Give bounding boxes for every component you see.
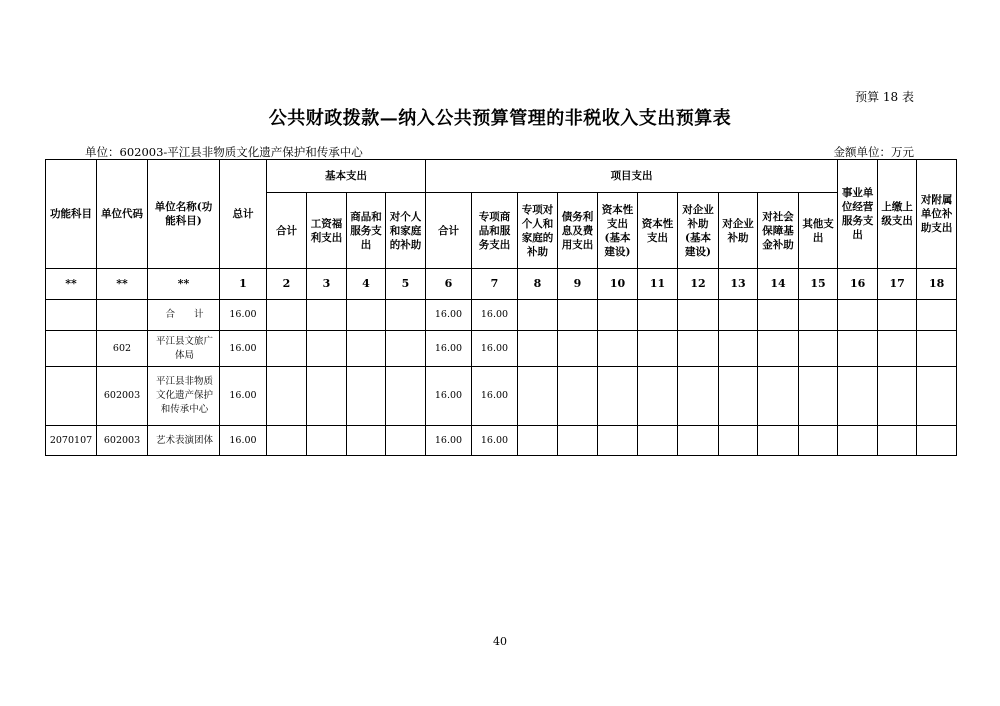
header-enterprise-service: 事业单位经营服务支出 — [838, 160, 878, 269]
header-subordinate-subsidy: 对附属单位补助支出 — [917, 160, 957, 269]
total-cell: 16.00 — [220, 300, 267, 331]
table-cell — [917, 331, 957, 367]
unit-name-cell: 艺术表演团体 — [148, 426, 220, 456]
header-func-subject: 功能科目 — [46, 160, 97, 269]
table-row — [46, 426, 957, 456]
index-cell: ** — [46, 269, 97, 300]
index-cell: 2 — [267, 269, 307, 300]
index-cell: 4 — [347, 269, 386, 300]
column-index-row — [46, 269, 957, 300]
total-cell: 16.00 — [220, 426, 267, 456]
index-cell: 7 — [472, 269, 518, 300]
project-total-cell: 16.00 — [426, 367, 472, 426]
unit-code-cell: 602 — [97, 331, 148, 367]
header-project-col: 其他支出 — [799, 193, 838, 269]
budget-table — [45, 159, 957, 456]
table-cell — [719, 367, 758, 426]
table-body — [46, 300, 957, 456]
index-cell: 11 — [638, 269, 678, 300]
unit-name-cell: 平江县非物质文化遗产保护和传承中心 — [148, 367, 220, 426]
table-cell — [598, 331, 638, 367]
table-cell — [838, 426, 878, 456]
table-cell — [638, 331, 678, 367]
index-cell: 14 — [758, 269, 799, 300]
table-cell — [638, 426, 678, 456]
table-cell — [678, 426, 719, 456]
page-title: 公共财政拨款—纳入公共预算管理的非税收入支出预算表 — [268, 108, 732, 129]
table-cell — [799, 331, 838, 367]
header-unit-name: 单位名称(功能科目) — [148, 160, 220, 269]
table-cell — [347, 426, 386, 456]
table-cell — [917, 426, 957, 456]
project-goods-services-cell: 16.00 — [472, 367, 518, 426]
unit-code-cell: 602003 — [97, 367, 148, 426]
table-cell — [307, 331, 347, 367]
header-project-col: 对企业补助 — [719, 193, 758, 269]
table-cell — [799, 300, 838, 331]
project-total-cell: 16.00 — [426, 426, 472, 456]
table-cell — [917, 367, 957, 426]
unit-code-cell — [97, 300, 148, 331]
header-total: 总计 — [220, 160, 267, 269]
table-cell — [878, 367, 917, 426]
amount-unit-label: 金额单位：万元 — [833, 145, 914, 159]
table-cell — [558, 300, 598, 331]
header-project-col: 对企业补助(基本建设) — [678, 193, 719, 269]
table-cell — [267, 426, 307, 456]
unit-code-cell: 602003 — [97, 426, 148, 456]
table-cell — [758, 331, 799, 367]
table-cell — [758, 367, 799, 426]
header-project-col: 对社会保障基金补助 — [758, 193, 799, 269]
func-subject-cell — [46, 300, 97, 331]
header-unit-code: 单位代码 — [97, 160, 148, 269]
table-cell — [758, 300, 799, 331]
table-cell — [307, 426, 347, 456]
table-cell — [307, 367, 347, 426]
table-cell — [719, 331, 758, 367]
header-project-col: 资本性支出(基本建设) — [598, 193, 638, 269]
table-cell — [518, 367, 558, 426]
header-project-col: 债务利息及费用支出 — [558, 193, 598, 269]
func-subject-cell — [46, 367, 97, 426]
index-cell: 6 — [426, 269, 472, 300]
table-cell — [638, 367, 678, 426]
table-cell — [598, 426, 638, 456]
table-cell — [838, 300, 878, 331]
index-cell: 8 — [518, 269, 558, 300]
table-cell — [838, 367, 878, 426]
table-cell — [267, 367, 307, 426]
table-cell — [386, 331, 426, 367]
unit-label: 单位：602003-平江县非物质文化遗产保护和传承中心 — [85, 145, 363, 159]
index-cell: 9 — [558, 269, 598, 300]
table-cell — [878, 426, 917, 456]
index-cell: 3 — [307, 269, 347, 300]
unit-name-cell: 平江县文旅广体局 — [148, 331, 220, 367]
table-cell — [878, 300, 917, 331]
project-goods-services-cell: 16.00 — [472, 426, 518, 456]
func-subject-cell: 2070107 — [46, 426, 97, 456]
table-cell — [518, 426, 558, 456]
project-goods-services-cell: 16.00 — [472, 331, 518, 367]
table-cell — [347, 331, 386, 367]
table-cell — [386, 367, 426, 426]
table-cell — [386, 426, 426, 456]
index-cell: 12 — [678, 269, 719, 300]
table-cell — [678, 331, 719, 367]
header-project-col: 合计 — [426, 193, 472, 269]
unit-name-cell: 合 计 — [148, 300, 220, 331]
table-cell — [267, 300, 307, 331]
table-cell — [558, 331, 598, 367]
index-cell: 10 — [598, 269, 638, 300]
index-cell: 1 — [220, 269, 267, 300]
table-row — [46, 300, 957, 331]
table-cell — [719, 426, 758, 456]
table-row — [46, 367, 957, 426]
project-total-cell: 16.00 — [426, 300, 472, 331]
table-row — [46, 331, 957, 367]
table-cell — [638, 300, 678, 331]
table-cell — [347, 300, 386, 331]
table-cell — [518, 300, 558, 331]
table-cell — [386, 300, 426, 331]
table-cell — [518, 331, 558, 367]
index-cell: 16 — [838, 269, 878, 300]
table-cell — [678, 367, 719, 426]
table-cell — [598, 367, 638, 426]
header-basic-expenditure: 基本支出 — [267, 160, 426, 193]
total-cell: 16.00 — [220, 331, 267, 367]
table-cell — [758, 426, 799, 456]
header-basic-col: 对个人和家庭的补助 — [386, 193, 426, 269]
index-cell: 5 — [386, 269, 426, 300]
header-upper-payment: 上缴上级支出 — [878, 160, 917, 269]
project-total-cell: 16.00 — [426, 331, 472, 367]
table-cell — [678, 300, 719, 331]
table-cell — [307, 300, 347, 331]
index-cell: 13 — [719, 269, 758, 300]
table-cell — [558, 426, 598, 456]
table-cell — [347, 367, 386, 426]
table-header — [46, 160, 957, 269]
table-cell — [838, 331, 878, 367]
table-cell — [719, 300, 758, 331]
table-cell — [799, 367, 838, 426]
table-cell — [598, 300, 638, 331]
header-basic-col: 商品和服务支出 — [347, 193, 386, 269]
func-subject-cell — [46, 331, 97, 367]
table-cell — [917, 300, 957, 331]
table-cell — [267, 331, 307, 367]
index-cell: ** — [148, 269, 220, 300]
index-cell: 18 — [917, 269, 957, 300]
total-cell: 16.00 — [220, 367, 267, 426]
table-cell — [878, 331, 917, 367]
header-project-col: 专项商品和服务支出 — [472, 193, 518, 269]
index-cell: 17 — [878, 269, 917, 300]
header-project-col: 专项对个人和家庭的补助 — [518, 193, 558, 269]
table-cell — [799, 426, 838, 456]
table-cell — [558, 367, 598, 426]
index-cell: ** — [97, 269, 148, 300]
header-basic-col: 合计 — [267, 193, 307, 269]
header-project-expenditure: 项目支出 — [426, 160, 838, 193]
form-number: 预算 18 表 — [855, 90, 914, 104]
page-number: 40 — [493, 635, 507, 648]
header-basic-col: 工资福利支出 — [307, 193, 347, 269]
project-goods-services-cell: 16.00 — [472, 300, 518, 331]
index-cell: 15 — [799, 269, 838, 300]
header-project-col: 资本性支出 — [638, 193, 678, 269]
